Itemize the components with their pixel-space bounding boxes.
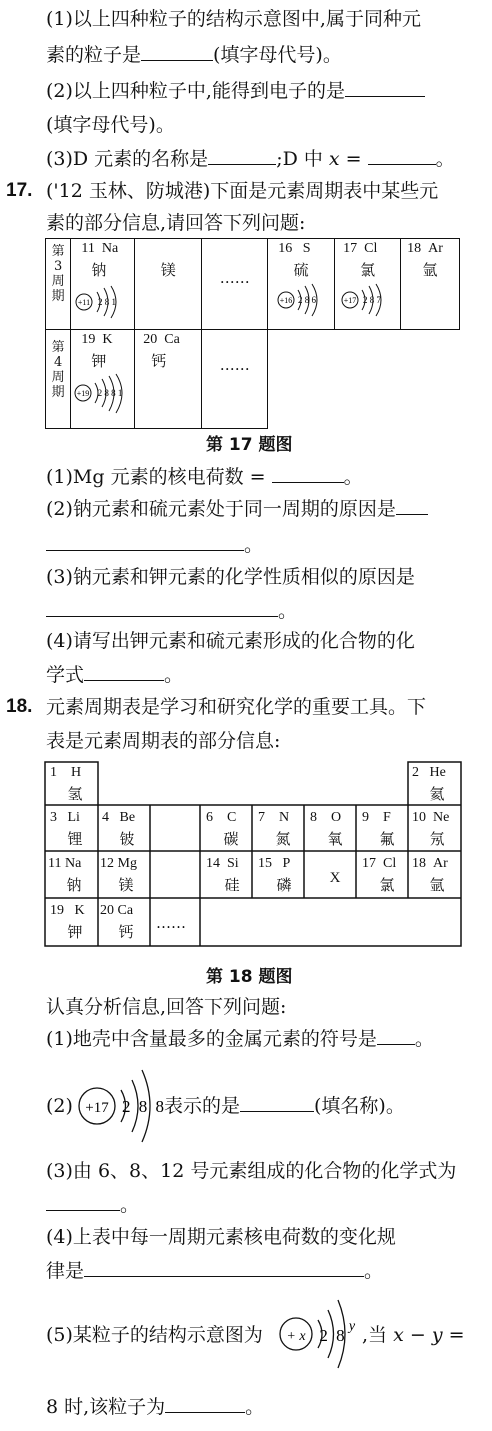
electron-shells: 2 8 6 [298, 295, 317, 305]
ellipsis-text: …… [219, 269, 250, 287]
element-name: 硫 [293, 263, 309, 279]
q18-sub2-hint: (填名称)。 [314, 1095, 405, 1117]
element-cell-k [71, 330, 135, 429]
element-name: 铍 [119, 832, 135, 848]
q18-sub5-end: 。 [245, 1396, 265, 1418]
element-name: 锂 [67, 832, 83, 848]
q17-sub4-text: 学式 [46, 664, 85, 686]
element-cell-na [71, 239, 135, 330]
ellipsis-text: …… [156, 914, 186, 932]
element-name: 钙 [118, 925, 134, 941]
atom-structure-diagram [71, 280, 133, 324]
element-name: 氩 [422, 263, 438, 279]
answer-blank[interactable] [345, 80, 425, 97]
q18-sub3: (3)由 6、8、12 号元素组成的化合物的化学式为 [46, 1160, 457, 1182]
element-cell-ca [100, 903, 152, 942]
q18-sub2-text: 表示的是 [164, 1095, 241, 1117]
element-symbol: Ca [164, 332, 180, 347]
q16-line2-text: 素的粒子是 [46, 44, 142, 66]
atomic-number: 1 [50, 765, 57, 780]
atom-structure-diagram [278, 1292, 360, 1376]
answer-blank[interactable] [46, 1194, 120, 1211]
element-cell-he [412, 765, 462, 804]
element-symbol: F [383, 810, 391, 825]
element-cell-x: X [329, 870, 341, 886]
element-name: 氮 [275, 832, 291, 848]
element-cell-p [258, 856, 310, 895]
atomic-number: 2 [412, 765, 419, 780]
q18-sub2-prefix: (2) [46, 1095, 73, 1117]
atomic-number: 16 [278, 241, 293, 256]
q17-sub3-end: 。 [278, 600, 298, 622]
atomic-number: 18 [412, 856, 426, 871]
empty-cell [268, 330, 460, 429]
q18-sub5-when: ,当 [362, 1324, 394, 1346]
atomic-number: 14 [206, 856, 220, 871]
element-symbol: O [331, 810, 342, 825]
element-symbol: Be [119, 810, 136, 825]
element-cell-cl [362, 856, 412, 895]
atomic-number: 3 [50, 810, 57, 825]
element-symbol: Ca [117, 903, 134, 918]
answer-blank[interactable] [396, 498, 428, 515]
atomic-number: 20 [143, 332, 158, 347]
q16-line2-hint: (填字母代号)。 [213, 44, 342, 66]
q17-sub2-text: (2)钠元素和硫元素处于同一周期的原因是 [46, 498, 396, 520]
element-symbol: Li [67, 810, 80, 825]
element-cell-o [310, 810, 360, 849]
q18-sub4-end: 。 [364, 1260, 384, 1282]
q18-sub4-line2 [46, 1260, 383, 1282]
element-symbol: K [102, 332, 113, 347]
element-name: 氯 [379, 878, 395, 894]
answer-blank[interactable] [46, 600, 278, 617]
q16-line5 [46, 148, 455, 170]
element-symbol: Ar [428, 241, 443, 256]
element-cell-si [206, 856, 258, 895]
element-cell-c [206, 810, 256, 849]
q17-sub1-end: 。 [343, 466, 363, 488]
atomic-number: 11 [48, 856, 62, 871]
element-cell-li [50, 810, 100, 849]
atomic-number: 19 [81, 332, 96, 347]
q18-intro: 认真分析信息,回答下列问题: [46, 996, 287, 1018]
element-cell-cl [335, 239, 401, 330]
answer-blank[interactable] [46, 534, 244, 551]
element-cell-na [48, 856, 100, 895]
q18-sub1-end: 。 [414, 1028, 434, 1050]
element-name: 氖 [429, 832, 445, 848]
minus-sign: − [403, 1324, 432, 1346]
electron-shells: 2 8 8 [122, 1097, 166, 1116]
answer-blank[interactable] [377, 1028, 415, 1045]
q17-sub1-text: (1)Mg 元素的核电荷数 = [46, 466, 272, 488]
q18-sub2-rest [164, 1095, 405, 1117]
nucleus-charge: +19 [77, 389, 90, 398]
q17-sub2-line2 [46, 534, 263, 556]
period-3-label: 第 3 周 期 [51, 244, 65, 304]
period-4-cell [46, 330, 71, 429]
q16-line4: (填字母代号)。 [46, 114, 175, 136]
atom-structure-diagram [76, 1060, 166, 1152]
q17-sub3: (3)钠元素和钾元素的化学性质相似的原因是 [46, 566, 415, 588]
element-cell-ca [135, 330, 202, 429]
atom-structure-diagram [71, 371, 133, 423]
ellipsis-cell [202, 330, 268, 429]
atomic-number: 12 [100, 856, 114, 871]
q18-sub1-text: (1)地壳中含量最多的金属元素的符号是 [46, 1028, 377, 1050]
element-name: 磷 [276, 878, 292, 894]
figure-caption: 第 17 题图 [206, 435, 293, 455]
q17-line1: ('12 玉林、防城港)下面是元素周期表中某些元 [46, 180, 439, 202]
element-name: 钾 [91, 354, 107, 370]
answer-blank[interactable] [208, 148, 276, 165]
element-name: 镁 [160, 261, 176, 279]
q16-line2 [46, 44, 342, 66]
element-name: 碳 [223, 832, 239, 848]
element-name: 氩 [429, 878, 445, 894]
q18-line1: 元素周期表是学习和研究化学的重要工具。下 [46, 696, 427, 718]
q18-sub5-text2: 8 时,该粒子为 [46, 1396, 166, 1418]
element-cell-ne [412, 810, 462, 849]
element-symbol: Si [227, 856, 239, 871]
q17-sub2-end: 。 [244, 534, 264, 556]
atomic-number: 20 [100, 903, 114, 918]
element-symbol: Ar [433, 856, 448, 871]
atom-structure-diagram [268, 280, 332, 324]
atomic-number: 11 [81, 241, 95, 256]
element-name: 氦 [429, 787, 445, 803]
element-name: 氧 [327, 832, 343, 848]
q18-sub4: (4)上表中每一周期元素核电荷数的变化规 [46, 1226, 396, 1248]
q16-q3-end: 。 [435, 148, 455, 170]
nucleus-charge: +16 [279, 296, 293, 305]
element-symbol: Cl [383, 856, 397, 871]
element-symbol: S [302, 241, 311, 256]
q16-line1: (1)以上四种粒子的结构示意图中,属于同种元 [46, 8, 421, 30]
atomic-number: 7 [258, 810, 265, 825]
var-y: y [431, 1324, 443, 1346]
element-name: 钠 [91, 263, 107, 279]
period-3-cell [46, 239, 71, 330]
element-symbol: Ne [433, 810, 450, 825]
ellipsis-cell [202, 239, 268, 330]
element-cell-h [50, 765, 100, 804]
atomic-number: 4 [102, 810, 109, 825]
q16-q3-x: x [328, 148, 340, 170]
answer-blank[interactable] [165, 1396, 245, 1413]
element-name: 氯 [360, 263, 376, 279]
atomic-number: 10 [412, 810, 426, 825]
equals-sign: = [442, 1324, 465, 1346]
question-number: 18. [6, 696, 33, 717]
nucleus-charge: +17 [343, 296, 357, 305]
element-name: 氢 [67, 787, 83, 803]
nucleus-charge: +11 [78, 298, 91, 307]
answer-blank[interactable] [368, 148, 436, 165]
electron-shells: 2 8 7 [363, 295, 382, 305]
ellipsis-text: …… [219, 356, 250, 374]
element-name: 钠 [66, 878, 82, 894]
q18-line2: 表是元素周期表的部分信息: [46, 730, 281, 752]
atomic-number: 6 [206, 810, 213, 825]
atomic-number: 17 [362, 856, 376, 871]
element-symbol: He [429, 765, 446, 780]
figure-caption: 第 18 题图 [206, 967, 293, 987]
element-name: 氟 [379, 832, 395, 848]
element-cell-mg [100, 856, 152, 895]
nucleus-charge: +17 [85, 1100, 109, 1116]
answer-blank[interactable] [272, 466, 344, 483]
element-cell-mg [135, 239, 202, 330]
element-name: 钙 [151, 354, 167, 370]
nucleus-charge: + x [286, 1329, 306, 1344]
period-4-label: 第 4 周 期 [51, 340, 65, 400]
electron-shells: 2 8 8 1 [97, 388, 123, 398]
element-symbol: Cl [364, 241, 378, 256]
answer-blank[interactable] [84, 664, 164, 681]
element-symbol: H [71, 765, 82, 780]
answer-blank[interactable] [240, 1095, 314, 1112]
atomic-number: 15 [258, 856, 272, 871]
atomic-number: 19 [50, 903, 64, 918]
q18-sub3-line2 [46, 1194, 139, 1216]
q17-line2: 素的部分信息,请回答下列问题: [46, 212, 306, 234]
element-cell-k [50, 903, 100, 942]
element-symbol: C [227, 810, 237, 825]
element-symbol: Na [64, 856, 82, 871]
electron-shells: 2 8 [319, 1326, 347, 1345]
element-cell-f [362, 810, 412, 849]
answer-blank[interactable] [84, 1260, 364, 1277]
q16-q3-mid: ;D 中 [276, 148, 329, 170]
q18-sub4-text: 律是 [46, 1260, 85, 1282]
q17-sub4-end: 。 [164, 664, 184, 686]
element-cell-ar [401, 239, 460, 330]
periodic-table-q17 [45, 238, 460, 429]
q17-sub2 [46, 498, 428, 520]
atom-structure-diagram [335, 280, 397, 324]
element-symbol: P [282, 856, 291, 871]
var-x: x [393, 1324, 404, 1346]
q17-sub4-line2 [46, 664, 183, 686]
element-cell-n [258, 810, 308, 849]
atomic-number: 17 [343, 241, 358, 256]
outer-electron-count: y [348, 1319, 356, 1334]
atomic-number: 9 [362, 810, 369, 825]
q18-sub5-line2 [46, 1396, 264, 1418]
q17-sub4: (4)请写出钾元素和硫元素形成的化合物的化 [46, 630, 415, 652]
element-cell-be [102, 810, 152, 849]
element-symbol: K [74, 903, 85, 918]
q16-line3 [46, 80, 425, 102]
electron-shells: 2 8 1 [98, 297, 117, 307]
q18-sub1 [46, 1028, 434, 1050]
answer-blank[interactable] [141, 44, 213, 61]
q16-q3-eq: = [339, 148, 368, 170]
element-name: 钾 [67, 925, 83, 941]
q18-sub3-end: 。 [120, 1194, 140, 1216]
question-number: 17. [6, 180, 33, 201]
q17-sub1 [46, 466, 363, 488]
q17-sub3-line2 [46, 600, 297, 622]
q16-q2-text: (2)以上四种粒子中,能得到电子的是 [46, 80, 345, 102]
element-cell-ar [412, 856, 462, 895]
element-name: 镁 [118, 878, 134, 894]
element-cell-s [268, 239, 335, 330]
q18-sub5-cond [362, 1324, 465, 1346]
element-symbol: N [279, 810, 290, 825]
element-name: 硅 [224, 878, 240, 894]
q16-q3-text: (3)D 元素的名称是 [46, 148, 209, 170]
element-symbol: Na [101, 241, 119, 256]
atomic-number: 18 [407, 241, 422, 256]
atomic-number: 8 [310, 810, 317, 825]
element-symbol: Mg [117, 856, 137, 871]
q18-sub5-text: (5)某粒子的结构示意图为 [46, 1324, 263, 1346]
